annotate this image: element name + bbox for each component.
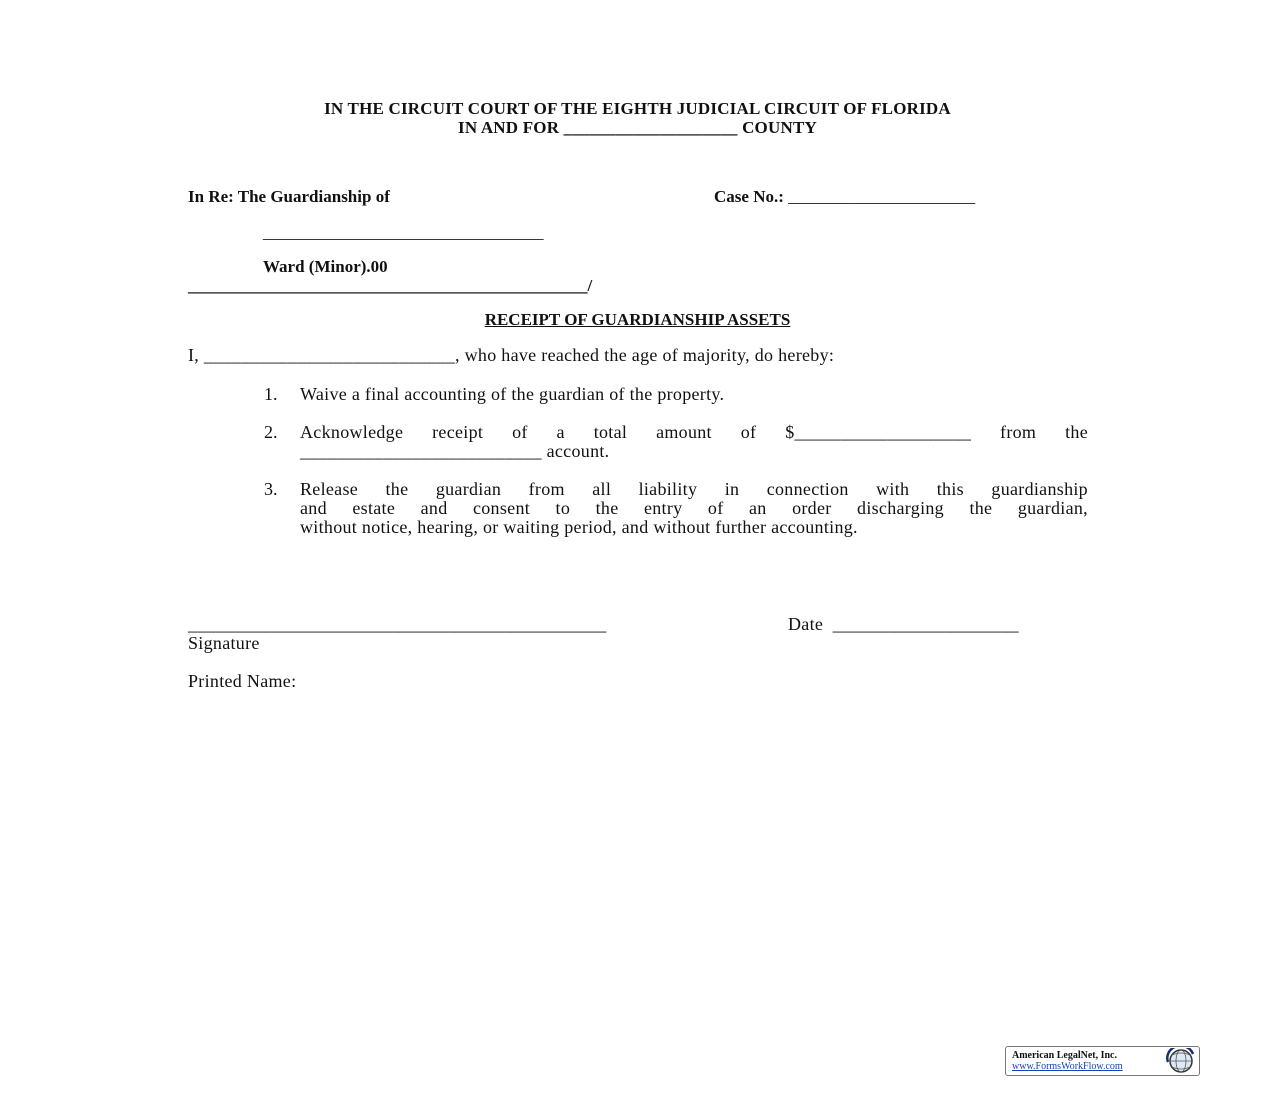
word: connection <box>766 479 849 499</box>
word: guardian <box>435 479 502 499</box>
court-header-line1: IN THE CIRCUIT COURT OF THE EIGHTH JUDICIAL CIRCUIT OF FLORIDA <box>324 99 951 118</box>
item-3-line-3: without notice, hearing, or waiting period, and without further accounting. <box>300 517 858 537</box>
word: amount <box>656 422 712 442</box>
publisher-url[interactable]: www.FormsWorkFlow.com <box>1012 1061 1123 1072</box>
word: this <box>936 479 964 499</box>
word: the <box>595 498 619 518</box>
item-2-number: 2. <box>264 422 278 442</box>
word: total <box>593 422 628 442</box>
ward-name-blank: _________________________________ <box>263 223 544 242</box>
item-3-line-2-words <box>300 498 1088 519</box>
item-2-line-2: __________________________ account. <box>300 441 610 461</box>
word: the <box>385 479 409 499</box>
word: of <box>512 422 528 442</box>
word: entry <box>643 498 683 518</box>
document-title: RECEIPT OF GUARDIANSHIP ASSETS <box>484 310 791 329</box>
word: and <box>420 498 448 518</box>
item-3-line-2 <box>300 498 1088 519</box>
word: order <box>792 498 832 518</box>
item-3-line-1 <box>300 479 1088 500</box>
word: $___________________ <box>785 422 972 442</box>
word: guardian, <box>1017 498 1088 518</box>
date-label: Date <box>788 614 824 634</box>
word: estate <box>352 498 396 518</box>
court-header-line2: IN AND FOR ____________________ COUNTY <box>458 118 817 137</box>
word: the <box>1065 422 1088 442</box>
caption-closing-line: _______________________________________________/ <box>188 276 593 295</box>
word: of <box>740 422 757 442</box>
word: receipt <box>432 422 484 442</box>
word: discharging <box>857 498 944 518</box>
case-number-label: Case No.: <box>714 187 789 206</box>
word: Release <box>300 479 359 499</box>
item-2-line-1 <box>300 422 1088 443</box>
publisher-name: American LegalNet, Inc. <box>1012 1050 1117 1061</box>
in-re-label: In Re: The Guardianship of <box>188 187 390 206</box>
word: a <box>556 422 565 442</box>
date-blank: ____________________ <box>832 614 1019 634</box>
word: and <box>300 498 327 518</box>
item-1-number: 1. <box>264 384 278 404</box>
word: the <box>969 498 993 518</box>
case-number-field <box>714 187 975 207</box>
word: from <box>528 479 565 499</box>
word: consent <box>472 498 531 518</box>
word: liability <box>638 479 698 499</box>
word: in <box>724 479 740 499</box>
case-number-blank: ______________________ <box>788 187 976 206</box>
word: Acknowledge <box>300 422 404 442</box>
word: of <box>707 498 724 518</box>
item-2-line-1-words <box>300 422 1088 443</box>
signature-label: Signature <box>188 633 260 653</box>
word: all <box>592 479 612 499</box>
item-1-line-1: Waive a final accounting of the guardian of the property. <box>300 384 725 404</box>
item-3-line-1-words <box>300 479 1088 500</box>
word: to <box>555 498 571 518</box>
item-3-number: 3. <box>264 479 278 499</box>
printed-name-label: Printed Name: <box>188 671 297 691</box>
intro-statement: I, ___________________________, who have reached the age of majority, do hereby: <box>188 345 835 365</box>
word: an <box>749 498 767 518</box>
word: with <box>876 479 910 499</box>
word: from <box>1000 422 1037 442</box>
publisher-logo[interactable] <box>1005 1046 1200 1076</box>
word: guardianship <box>991 479 1088 499</box>
ward-label: Ward (Minor).00 <box>263 257 388 276</box>
date-field <box>788 614 1019 635</box>
globe-icon <box>1163 1048 1197 1074</box>
signature-line: _____________________________________________ <box>188 614 607 634</box>
